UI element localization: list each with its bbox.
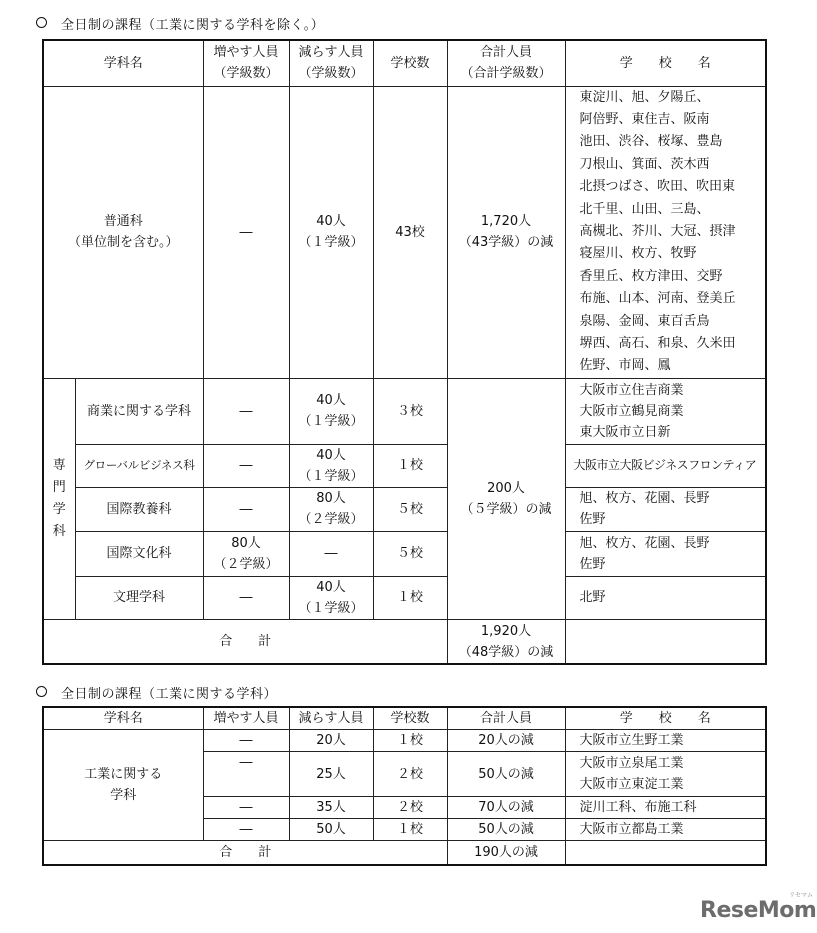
dept-international-culture: 国際文化科 <box>75 531 203 576</box>
decrease-value: 40人 （１学級） <box>289 86 373 378</box>
table-general-courses <box>42 39 767 665</box>
increase-value: ― <box>203 819 289 841</box>
increase-value: ― <box>203 730 289 752</box>
increase-value: 80人 （２学級） <box>203 531 289 576</box>
school-list: 旭、枚方、花園、長野 佐野 <box>565 531 766 576</box>
senmon-label: 専 門 学 科 <box>43 378 75 619</box>
dept-international-liberal: 国際教養科 <box>75 487 203 531</box>
school-list: 旭、枚方、花園、長野 佐野 <box>565 487 766 531</box>
decrease-value: 35人 <box>289 797 373 819</box>
header-total: 合計人員 <box>447 707 565 730</box>
school-list: 大阪市立都島工業 <box>565 819 766 841</box>
table-row <box>43 531 766 576</box>
header-row <box>43 707 766 730</box>
table-row <box>43 576 766 619</box>
increase-value: ― <box>203 752 289 797</box>
total-value: 70人の減 <box>447 797 565 819</box>
header-schools: 学 校 名 <box>565 40 766 86</box>
school-list: 淀川工科、布施工科 <box>565 797 766 819</box>
schools-count-value: ２校 <box>373 797 447 819</box>
circle-bullet-icon <box>36 686 47 697</box>
resemom-logo: ReseMom <box>700 898 817 923</box>
schools-count-value: ３校 <box>373 378 447 444</box>
header-row <box>43 40 766 86</box>
dept-global-business: グローバルビジネス科 <box>75 444 203 487</box>
header-schools-count: 学校数 <box>373 40 447 86</box>
header-schools: 学 校 名 <box>565 707 766 730</box>
table-row <box>43 487 766 531</box>
header-dept: 学科名 <box>43 40 203 86</box>
empty-cell <box>565 619 766 664</box>
decrease-value: 20人 <box>289 730 373 752</box>
schools-count-value: １校 <box>373 444 447 487</box>
circle-bullet-icon <box>36 17 47 28</box>
resemom-logo-sub: リセマム <box>789 892 813 899</box>
schools-count-value: ５校 <box>373 531 447 576</box>
grand-total-row <box>43 619 766 664</box>
senmon-total-value: 200人 （５学級）の減 <box>447 378 565 619</box>
decrease-value: 25人 <box>289 752 373 797</box>
header-decrease: 減らす人員 （学級数） <box>289 40 373 86</box>
header-schools-count: 学校数 <box>373 707 447 730</box>
increase-value: ― <box>203 378 289 444</box>
dept-futsu: 普通科 （単位制を含む。） <box>43 86 203 378</box>
schools-count-value: １校 <box>373 730 447 752</box>
header-total: 合計人員 （合計学級数） <box>447 40 565 86</box>
total-value: 20人の減 <box>447 730 565 752</box>
section2-heading: 全日制の課程（工業に関する学科） <box>36 683 277 702</box>
increase-value: ― <box>203 576 289 619</box>
table-row <box>43 378 766 444</box>
school-list: 北野 <box>565 576 766 619</box>
grand-total-row <box>43 841 766 865</box>
decrease-value: 40人 （１学級） <box>289 378 373 444</box>
grand-total-label: 合 計 <box>43 841 447 865</box>
section1-heading: 全日制の課程（工業に関する学科を除く。） <box>36 14 324 33</box>
school-list: 大阪市立住吉商業 大阪市立鶴見商業 東大阪市立日新 <box>565 378 766 444</box>
schools-count-value: ２校 <box>373 752 447 797</box>
schools-count-value: １校 <box>373 819 447 841</box>
schools-count-value: 43校 <box>373 86 447 378</box>
dept-bunri: 文理学科 <box>75 576 203 619</box>
decrease-value: ― <box>289 531 373 576</box>
increase-value: ― <box>203 797 289 819</box>
increase-value: ― <box>203 487 289 531</box>
increase-value: ― <box>203 444 289 487</box>
schools-count-value: ５校 <box>373 487 447 531</box>
table-industrial-courses <box>42 706 767 866</box>
school-list: 大阪市立生野工業 <box>565 730 766 752</box>
table-row <box>43 444 766 487</box>
school-list: 大阪市立大阪ビジネスフロンティア <box>565 444 766 487</box>
table-row <box>43 730 766 752</box>
schools-count-value: １校 <box>373 576 447 619</box>
dept-commerce: 商業に関する学科 <box>75 378 203 444</box>
decrease-value: 40人 （１学級） <box>289 444 373 487</box>
header-decrease: 減らす人員 <box>289 707 373 730</box>
grand-total-value: 1,920人 （48学級）の減 <box>447 619 565 664</box>
total-value: 50人の減 <box>447 819 565 841</box>
grand-total-label: 合 計 <box>43 619 447 664</box>
table-row <box>43 86 766 378</box>
school-list: 東淀川、旭、夕陽丘、 阿倍野、東住吉、阪南 池田、渋谷、桜塚、豊島 刀根山、箕面、茨木西 北摂つばさ、吹田、吹田東 北千里、山田、三島、 高槻北、芥川、大冠、摂津 寝屋川、枚方、牧野 香里丘、枚方津田、交野 布施、山本、河南、登美丘 泉陽、金岡、東百舌鳥 堺西、高石、和泉、久米田 佐野、市岡、鳳 <box>565 86 766 378</box>
header-increase: 増やす人員 （学級数） <box>203 40 289 86</box>
grand-total-value: 190人の減 <box>447 841 565 865</box>
total-value: 50人の減 <box>447 752 565 797</box>
header-dept: 学科名 <box>43 707 203 730</box>
decrease-value: 80人 （２学級） <box>289 487 373 531</box>
increase-value: ― <box>203 86 289 378</box>
school-list: 大阪市立泉尾工業 大阪市立東淀工業 <box>565 752 766 797</box>
empty-cell <box>565 841 766 865</box>
total-value: 1,720人 （43学級）の減 <box>447 86 565 378</box>
decrease-value: 50人 <box>289 819 373 841</box>
decrease-value: 40人 （１学級） <box>289 576 373 619</box>
dept-industrial: 工業に関する 学科 <box>43 730 203 841</box>
header-increase: 増やす人員 <box>203 707 289 730</box>
